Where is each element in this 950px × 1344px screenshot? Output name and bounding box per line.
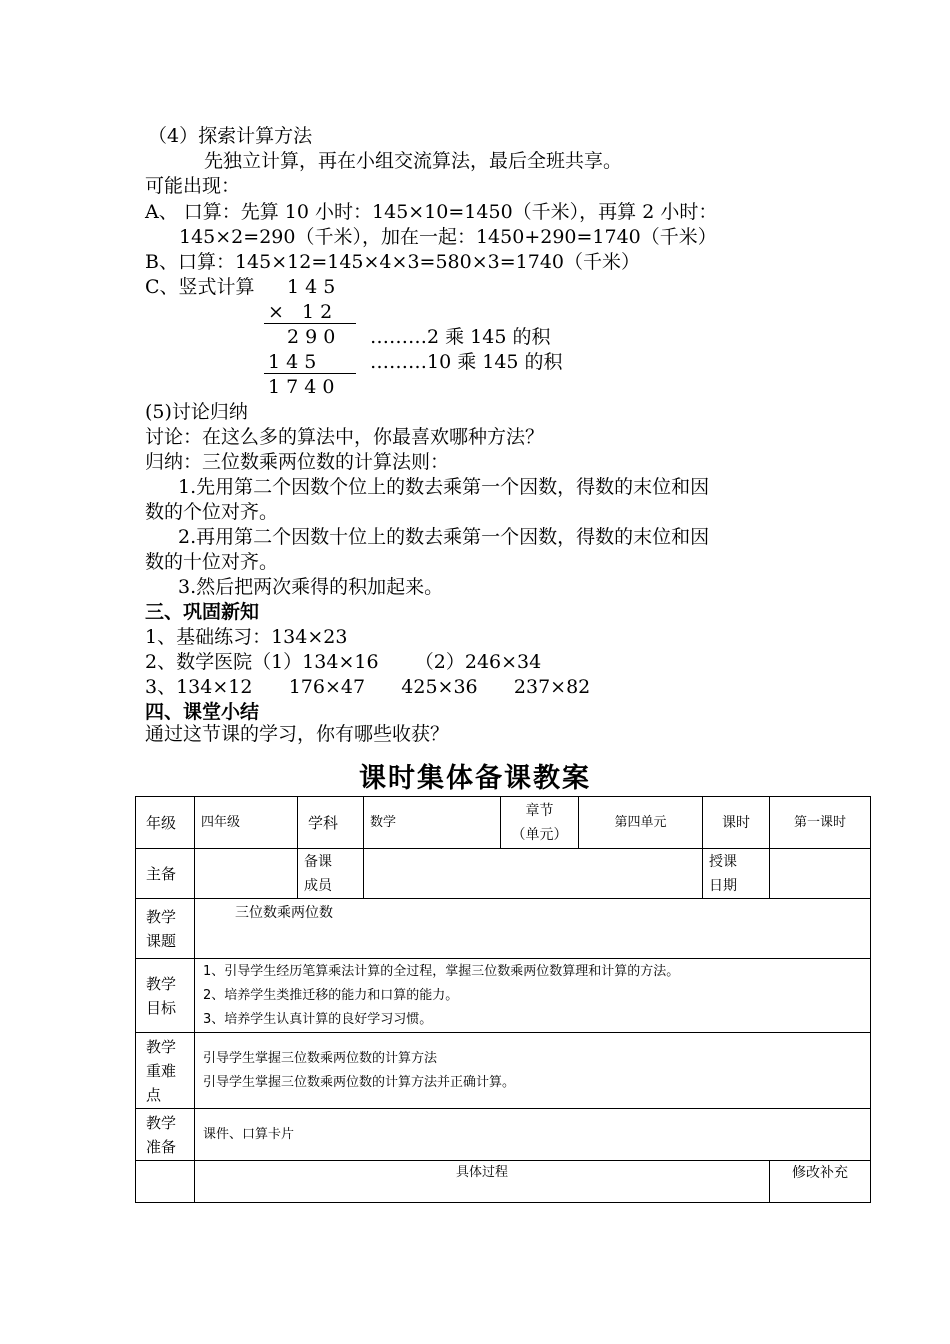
text-line-7: C、竖式计算: [145, 276, 255, 298]
text-line-15: 3.然后把两次乘得的积加起来。: [178, 576, 444, 598]
topic-label: [136, 899, 195, 959]
key-item-1: 引导学生掌握三位数乘两位数的计算方法: [203, 1050, 438, 1066]
calc-line-2: [264, 373, 356, 374]
text-line-19: 通过这节课的学习，你有哪些收获？: [145, 723, 450, 745]
members-value: [364, 849, 703, 899]
section-heading-4: 四、课堂小结: [145, 701, 260, 723]
lesson-value: 第一课时: [770, 797, 871, 849]
text-line-3: 可能出现：: [145, 175, 241, 197]
text-line-14: 数的十位对齐。: [145, 551, 279, 573]
lesson-plan-table: [135, 796, 871, 1203]
text-line-8: (5)讨论归纳: [145, 401, 248, 423]
members-label-line-2: 成员: [304, 877, 332, 894]
grade-value: 四年级: [195, 797, 298, 849]
goal-label-line-1: 教学: [146, 974, 177, 993]
chapter-label-line-1: 章节: [525, 802, 554, 819]
text-line-10: 归纳：三位数乘两位数的计算法则：: [145, 451, 450, 473]
topic-value: 三位数乘两位数: [195, 899, 871, 959]
key-label-line-3: 点: [146, 1085, 162, 1104]
prep-label-line-2: 准备: [146, 1137, 177, 1156]
key-value: [195, 1033, 871, 1109]
lead-value: [195, 849, 298, 899]
prep-value: 课件、口算卡片: [195, 1109, 871, 1161]
text-line-11: 1.先用第二个因数个位上的数去乘第一个因数，得数的末位和因: [178, 476, 710, 498]
grade-label: 年级: [136, 797, 195, 849]
text-line-1: （4）探索计算方法: [148, 125, 313, 147]
process-label: 具体过程: [195, 1161, 770, 1203]
calc-row-4-note: ………10 乘 145 的积: [370, 351, 563, 373]
revise-label: 修改补充: [770, 1161, 871, 1203]
goal-value: [195, 959, 871, 1033]
members-label-line-1: 备课: [304, 853, 332, 870]
text-line-18: 3、134×12 176×47 425×36 237×82: [145, 676, 591, 698]
topic-label-line-1: 教学: [146, 907, 177, 926]
text-line-6: B、口算：145×12=145×4×3=580×3=1740（千米）: [145, 251, 640, 273]
calc-row-3-note: ………2 乘 145 的积: [370, 326, 551, 348]
key-label: [136, 1033, 195, 1109]
calc-row-2: × 1 2: [268, 301, 333, 323]
text-line-12: 数的个位对齐。: [145, 501, 279, 523]
key-label-line-2: 重难: [146, 1061, 177, 1080]
text-line-5: 145×2=290（千米），加在一起：1450+290=1740（千米）: [179, 226, 717, 248]
text-line-9: 讨论：在这么多的算法中，你最喜欢哪种方法？: [145, 426, 545, 448]
calc-row-1: 1 4 5: [287, 276, 336, 298]
lesson-label: 课时: [703, 797, 770, 849]
text-line-17: 2、数学医院（1）134×16 （2）246×34: [145, 651, 542, 673]
chapter-label: [501, 797, 579, 849]
chapter-value: 第四单元: [579, 797, 703, 849]
text-line-16: 1、基础练习：134×23: [145, 626, 348, 648]
page-title: 课时集体备课教案: [359, 763, 591, 794]
lead-label: 主备: [136, 849, 195, 899]
text-line-13: 2.再用第二个因数十位上的数去乘第一个因数，得数的末位和因: [178, 526, 710, 548]
date-label: [703, 849, 770, 899]
goal-item-1: 1、引导学生经历笔算乘法计算的全过程，掌握三位数乘两位数算理和计算的方法。: [203, 963, 680, 979]
process-blank-cell: [136, 1161, 195, 1203]
text-line-4: A、 口算：先算 10 小时：145×10=1450（千米），再算 2 小时：: [145, 201, 718, 223]
goal-label: [136, 959, 195, 1033]
calc-line-1: [264, 323, 356, 324]
goal-label-line-2: 目标: [146, 998, 177, 1017]
goal-item-3: 3、培养学生认真计算的良好学习习惯。: [203, 1011, 433, 1027]
members-label: [298, 849, 364, 899]
goal-item-2: 2、培养学生类推迁移的能力和口算的能力。: [203, 987, 459, 1003]
subject-value: 数学: [364, 797, 501, 849]
topic-label-line-2: 课题: [146, 931, 177, 950]
section-heading-3: 三、巩固新知: [145, 601, 260, 623]
key-item-2: 引导学生掌握三位数乘两位数的计算方法并正确计算。: [203, 1074, 516, 1090]
calc-row-4: 1 4 5: [268, 351, 317, 373]
chapter-label-line-2: （单元）: [511, 826, 568, 843]
date-label-line-2: 日期: [709, 877, 737, 894]
text-line-2: 先独立计算，再在小组交流算法，最后全班共享。: [204, 150, 623, 172]
date-value: [770, 849, 871, 899]
subject-label: 学科: [298, 797, 364, 849]
key-label-line-1: 教学: [146, 1037, 177, 1056]
prep-label: [136, 1109, 195, 1161]
prep-label-line-1: 教学: [146, 1113, 177, 1132]
calc-row-3: 2 9 0: [287, 326, 336, 348]
date-label-line-1: 授课: [709, 853, 737, 870]
calc-row-5: 1 7 4 0: [268, 376, 335, 398]
